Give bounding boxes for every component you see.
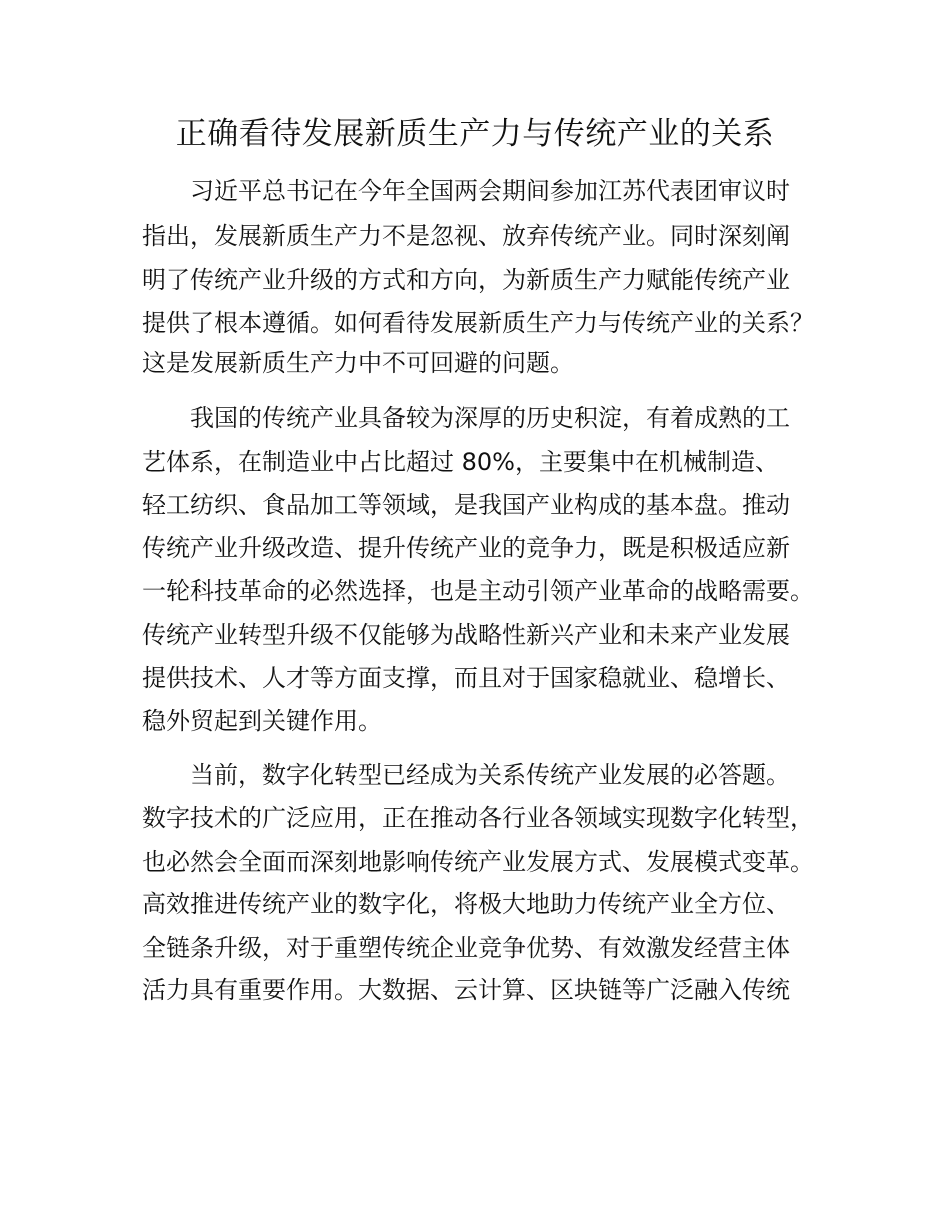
text-line: 提供了根本遵循。如何看待发展新质生产力与传统产业的关系？: [142, 309, 814, 337]
text-line: 全链条升级，对于重塑传统企业竞争优势、有效激发经营主体: [142, 934, 790, 962]
text-line: 活力具有重要作用。大数据、云计算、区块链等广泛融入传统: [142, 976, 790, 1004]
text-line: 轻工纺织、食品加工等领域，是我国产业构成的基本盘。推动: [142, 491, 790, 519]
text-line: 当前，数字化转型已经成为关系传统产业发展的必答题。: [190, 761, 790, 789]
text-line: 高效推进传统产业的数字化，将极大地助力传统产业全方位、: [142, 890, 790, 918]
text-line: 也必然会全面而深刻地影响传统产业发展方式、发展模式变革。: [142, 848, 814, 876]
text-line: 明了传统产业升级的方式和方向，为新质生产力赋能传统产业: [142, 266, 790, 294]
text-line: 习近平总书记在今年全国两会期间参加江苏代表团审议时: [190, 177, 790, 205]
text-line: 数字技术的广泛应用，正在推动各行业各领域实现数字化转型，: [142, 804, 814, 832]
text-line: 传统产业转型升级不仅能够为战略性新兴产业和未来产业发展: [142, 621, 790, 649]
text-line: 我国的传统产业具备较为深厚的历史积淀，有着成熟的工: [190, 404, 790, 432]
document-title: 正确看待发展新质生产力与传统产业的关系: [175, 116, 775, 152]
text-line: 这是发展新质生产力中不可回避的问题。: [142, 349, 574, 377]
text-line: 指出，发展新质生产力不是忽视、放弃传统产业。同时深刻阐: [142, 222, 790, 250]
text-line: 传统产业升级改造、提升传统产业的竞争力，既是积极适应新: [142, 534, 790, 562]
text-line: 艺体系，在制造业中占比超过 80%，主要集中在机械制造、: [142, 448, 779, 476]
text-line: 稳外贸起到关键作用。: [142, 707, 382, 735]
text-line: 提供技术、人才等方面支撑，而且对于国家稳就业、稳增长、: [142, 664, 790, 692]
text-line: 一轮科技革命的必然选择，也是主动引领产业革命的战略需要。: [142, 577, 814, 605]
